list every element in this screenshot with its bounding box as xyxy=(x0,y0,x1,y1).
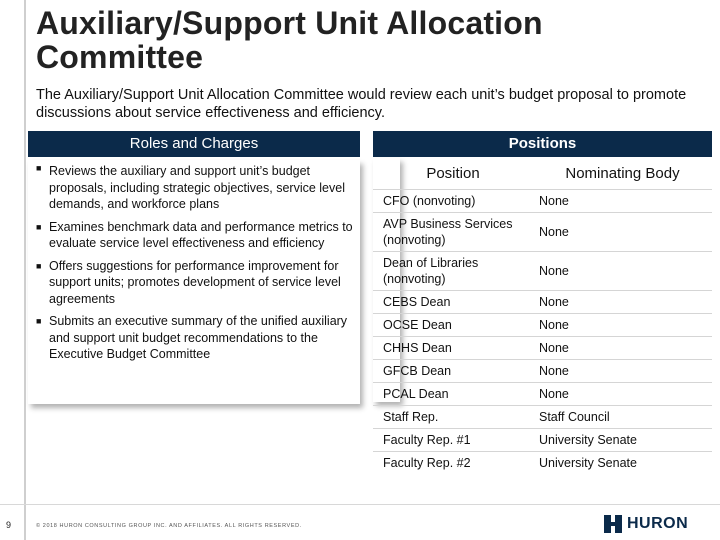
table-row xyxy=(373,452,712,475)
position-cell: CHHS Dean xyxy=(383,341,452,355)
role-item xyxy=(28,160,360,213)
table-row xyxy=(373,252,712,291)
position-cell: GFCB Dean xyxy=(383,364,452,378)
role-item xyxy=(28,258,360,308)
role-item xyxy=(28,313,360,363)
slide-title: Auxiliary/Support Unit Allocation Committee xyxy=(36,5,543,75)
table-row xyxy=(373,337,712,360)
huron-logo-icon xyxy=(604,515,622,533)
table-row xyxy=(373,429,712,452)
nominating-body-cell: None xyxy=(539,318,569,332)
nominating-body-cell: None xyxy=(539,264,569,278)
table-row xyxy=(373,190,712,213)
nominating-body-cell: University Senate xyxy=(539,433,637,447)
logo-wordmark: HURON xyxy=(627,515,689,532)
position-cell: Dean of Libraries (nonvoting) xyxy=(383,256,479,286)
position-cell: Staff Rep. xyxy=(383,410,439,424)
square-bullet-icon: ■ xyxy=(36,221,42,232)
square-bullet-icon: ■ xyxy=(36,163,42,173)
nominating-body-cell: Staff Council xyxy=(539,410,610,424)
table-row xyxy=(373,360,712,383)
nominating-body-cell: None xyxy=(539,387,569,401)
role-text: Offers suggestions for performance improvement for support units; promotes development of service level agreements xyxy=(49,258,341,306)
nominating-body-cell: None xyxy=(539,225,569,239)
page-number: 9 xyxy=(6,520,12,530)
table-row xyxy=(373,406,712,429)
table-row xyxy=(373,383,712,406)
position-cell: CEBS Dean xyxy=(383,295,451,309)
square-bullet-icon: ■ xyxy=(36,316,42,326)
position-cell: Faculty Rep. #1 xyxy=(383,433,471,447)
role-text: Submits an executive summary of the unified auxiliary and support unit budget recommendations to the Executive Budget Committee xyxy=(49,314,348,361)
table-row xyxy=(373,213,712,252)
huron-logo xyxy=(604,515,688,533)
slide-subtitle: The Auxiliary/Support Unit Allocation Committee would review each unit’s budget proposal to promote discussions about service effectiveness and efficiency. xyxy=(36,87,687,121)
position-cell: AVP Business Services (nonvoting) xyxy=(383,217,513,247)
positions-table-header-row xyxy=(373,158,712,190)
square-bullet-icon: ■ xyxy=(36,260,42,271)
column-header-position: Position xyxy=(426,165,480,182)
role-item xyxy=(28,219,360,252)
nominating-body-cell: None xyxy=(539,341,569,355)
copyright-notice: © 2018 HURON CONSULTING GROUP INC. AND AFFILIATES. ALL RIGHTS RESERVED. xyxy=(36,523,302,529)
role-text: Examines benchmark data and performance metrics to evaluate service level effectiveness and efficiency xyxy=(49,219,353,250)
roles-header: Roles and Charges xyxy=(28,131,360,157)
table-row xyxy=(373,314,712,337)
column-header-nominating-body: Nominating Body xyxy=(565,165,680,182)
roles-list xyxy=(28,160,360,404)
footer-margin-rule xyxy=(24,506,26,540)
position-cell: PCAL Dean xyxy=(383,387,449,401)
nominating-body-cell: University Senate xyxy=(539,456,637,470)
role-text: Reviews the auxiliary and support unit’s budget proposals, including strategic objectives, service level demands, and workforce plans xyxy=(49,164,345,211)
nominating-body-cell: None xyxy=(539,194,569,208)
nominating-body-cell: None xyxy=(539,295,569,309)
nominating-body-cell: None xyxy=(539,364,569,378)
footer-divider xyxy=(0,504,720,505)
positions-table xyxy=(373,158,712,474)
position-cell: Faculty Rep. #2 xyxy=(383,456,471,470)
position-cell: CFO (nonvoting) xyxy=(383,194,476,208)
positions-header: Positions xyxy=(373,131,712,157)
table-row xyxy=(373,291,712,314)
position-cell: OCSE Dean xyxy=(383,318,452,332)
left-margin-rule xyxy=(24,0,26,540)
